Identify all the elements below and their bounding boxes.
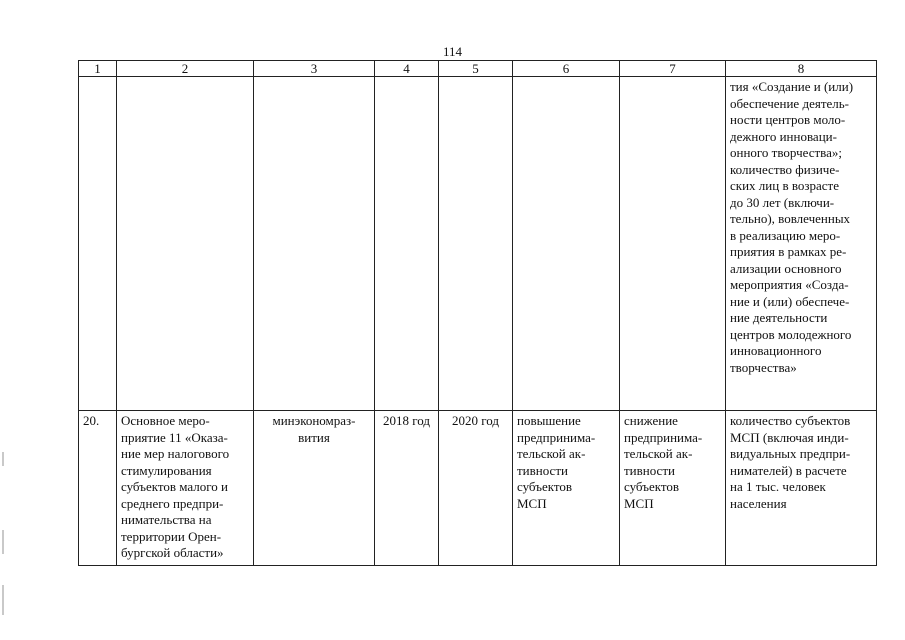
column-header: 1 — [79, 61, 117, 77]
column-header: 6 — [513, 61, 620, 77]
text-line: ние мер налогового — [121, 446, 230, 461]
text-line: ских лиц в возрасте — [730, 178, 840, 193]
text-line: территории Орен- — [121, 528, 222, 544]
indicator-cell — [726, 411, 877, 566]
text-line: МСП (включая инди- — [730, 429, 849, 445]
table-cell — [375, 77, 439, 411]
text-line: видуальных предпри- — [730, 446, 851, 461]
text-line: центров молодежного — [730, 326, 852, 342]
table-row-20 — [79, 411, 877, 566]
text-line: тельской ак- — [517, 446, 586, 461]
text-line: Основное меро- — [121, 413, 210, 428]
data-table — [78, 60, 877, 566]
text-line: снижение — [624, 413, 678, 428]
scan-artifact — [2, 452, 4, 466]
column-header: 3 — [254, 61, 375, 77]
table-cell — [254, 77, 375, 411]
text-line: предпринима- — [624, 429, 703, 445]
text-line: предпринима- — [517, 429, 596, 445]
column-header: 2 — [117, 61, 254, 77]
text-line: количество субъектов — [730, 413, 851, 428]
text-line: на 1 тыс. человек — [730, 479, 826, 494]
table-cell — [79, 77, 117, 411]
text-line: МСП — [624, 495, 654, 511]
table-cell — [513, 77, 620, 411]
text-line: дежного инноваци- — [730, 128, 837, 144]
column-header: 8 — [726, 61, 877, 77]
column-header: 5 — [439, 61, 513, 77]
text-line: тивности — [517, 462, 568, 478]
text-line: среднего предпри- — [121, 495, 224, 511]
text-line: количество физиче- — [730, 161, 840, 177]
row-number-cell: 20. — [79, 411, 117, 566]
end-year-cell: 2020 год — [439, 411, 513, 566]
start-year-cell: 2018 год — [375, 411, 439, 566]
text-line: субъектов — [517, 479, 573, 494]
text-line: тивности — [624, 462, 675, 478]
scan-artifact — [2, 585, 4, 615]
text-line: тельно), вовлеченных — [730, 211, 851, 226]
text-line: МСП — [517, 495, 547, 511]
text-line: нимательства на — [121, 512, 212, 527]
table-row-continuation — [79, 77, 877, 411]
activity-cell — [117, 411, 254, 566]
consequence-cell — [620, 411, 726, 566]
text-line: вития — [298, 429, 330, 445]
column-header: 7 — [620, 61, 726, 77]
text-line: в реализацию меро- — [730, 227, 841, 243]
table-cell — [117, 77, 254, 411]
page-number: 114 — [442, 44, 463, 59]
text-line: до 30 лет (включи- — [730, 194, 835, 210]
text-line: бургской области» — [121, 545, 224, 560]
table-cell — [439, 77, 513, 411]
text-line: обеспечение деятель- — [730, 95, 850, 111]
column-header: 4 — [375, 61, 439, 77]
expected-result-cell — [513, 411, 620, 566]
text-line: повышение — [517, 413, 581, 428]
text-line: населения — [730, 495, 787, 511]
text-line: ние деятельности — [730, 310, 828, 325]
text-line: нимателей) в расчете — [730, 462, 847, 478]
text-line: стимулирования — [121, 462, 212, 478]
text-line: ализации основного — [730, 260, 842, 276]
text-line: субъектов — [624, 479, 680, 494]
table-cell — [620, 77, 726, 411]
text-line: ности центров моло- — [730, 112, 846, 127]
text-line: онного творчества»; — [730, 145, 843, 160]
text-line: минэкономраз- — [272, 413, 356, 428]
text-line: творчества» — [730, 359, 797, 375]
text-line: тия «Создание и (или) — [730, 79, 854, 94]
scan-artifact — [2, 530, 4, 554]
text-line: субъектов малого и — [121, 479, 228, 494]
text-line: приятие 11 «Оказа- — [121, 429, 228, 445]
text-line: инновационного — [730, 343, 822, 358]
text-line: тельской ак- — [624, 446, 693, 461]
indicator-cell — [726, 77, 877, 411]
text-line: мероприятия «Созда- — [730, 277, 849, 292]
header-row — [79, 61, 877, 77]
text-line: приятия в рамках ре- — [730, 244, 847, 259]
text-line: ние и (или) обеспече- — [730, 293, 850, 309]
executor-cell — [254, 411, 375, 566]
